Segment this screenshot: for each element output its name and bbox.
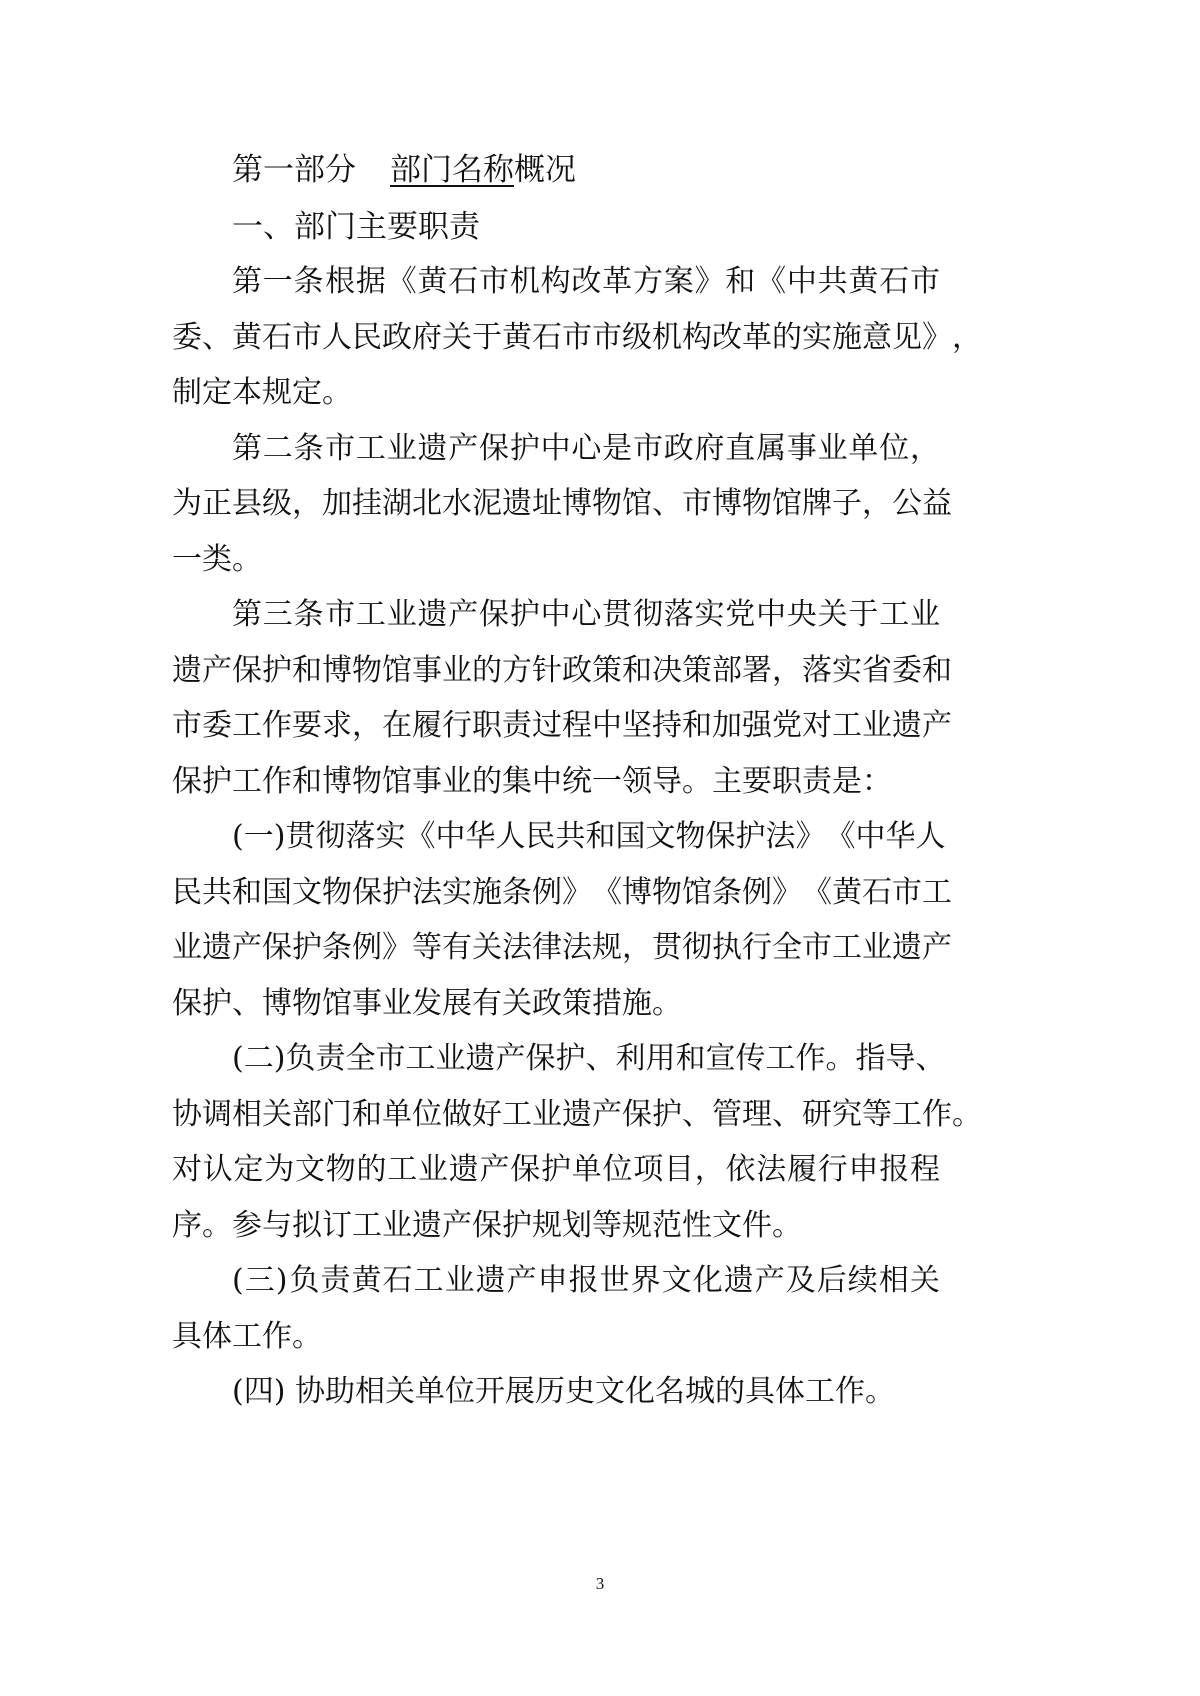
text-line: 民 共 和 国 文 物 保 护 法 实 施 条 例 》 《 博 物 馆 条 例 》 《 黄 石 市 工 [172, 874, 952, 910]
text-line: ( 二 ) 负 责 全 市 工 业 遗 产 保 护 、 利 用 和 宣 传 工 作 。 指 导 、 [232, 1041, 946, 1076]
text-line: 具体工作。 [172, 1318, 322, 1354]
part-label: 第一部分 [232, 152, 356, 188]
department-name-placeholder: 部门名称 [390, 152, 514, 188]
text-line: 遗 产 保 护 和 博 物 馆 事 业 的 方 针 政 策 和 决 策 部 署 ， 落 实 省 委 和 [172, 652, 952, 688]
text-line: 第 三 条 市 工 业 遗 产 保 护 中 心 贯 彻 落 实 党 中 央 关 于 工 业 [232, 597, 940, 632]
part-heading [232, 150, 576, 190]
text-line: 对 认 定 为 文 物 的 工 业 遗 产 保 护 单 位 项 目 ， 依 法 履 行 申 报 程 [172, 1152, 940, 1187]
text-line: 一类。 [172, 541, 262, 577]
text-line: 第 一 条 根 据 《 黄 石 市 机 构 改 革 方 案 》 和 《 中 共 黄 石 市 [232, 264, 940, 299]
page-number: 3 [595, 1574, 605, 1593]
text-line: (四) 协助相关单位开展历史文化名城的具体工作。 [232, 1374, 895, 1409]
text-line: ( 三 ) 负 责 黄 石 工 业 遗 产 申 报 世 界 文 化 遗 产 及 后 续 相 关 [232, 1263, 940, 1298]
text-line: 业 遗 产 保 护 条 例 》 等 有 关 法 律 法 规 ， 贯 彻 执 行 全 市 工 业 遗 产 [172, 930, 952, 965]
section-heading: 一、部门主要职责 [232, 209, 480, 245]
text-line: 为 正 县 级 ， 加 挂 湖 北 水 泥 遗 址 博 物 馆 、 市 博 物 馆 牌 子 ， 公 益 [172, 486, 952, 521]
text-line: 制定本规定。 [172, 375, 352, 410]
text-line: ( 一 ) 贯 彻 落 实 《 中 华 人 民 共 和 国 文 物 保 护 法 》 《 中 华 人 [232, 819, 946, 854]
text-line: 第 二 条 市 工 业 遗 产 保 护 中 心 是 市 政 府 直 属 事 业 单 位 ， [232, 430, 940, 466]
text-line: 保护工作和博物馆事业的集中统一领导。主要职责是： [172, 763, 892, 799]
part-suffix: 概况 [514, 152, 576, 188]
text-line: 序。参与拟订工业遗产保护规划等规范性文件。 [172, 1207, 802, 1243]
text-line: 市 委 工 作 要 求 ， 在 履 行 职 责 过 程 中 坚 持 和 加 强 党 对 工 业 遗 产 [172, 708, 952, 743]
text-line: 保护、博物馆事业发展有关政策措施。 [172, 985, 682, 1021]
text-line: 协 调 相 关 部 门 和 单 位 做 好 工 业 遗 产 保 护 、 管 理 、 研 究 等 工 作 。 [172, 1096, 982, 1132]
text-line: 委 、 黄 石 市 人 民 政 府 关 于 黄 石 市 市 级 机 构 改 革 的 实 施 意 见 》 ， [172, 319, 982, 355]
